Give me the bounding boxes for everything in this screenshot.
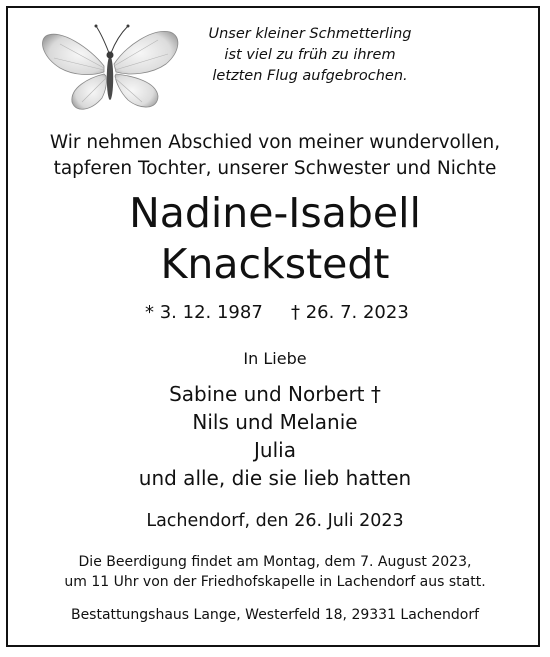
mourners-list <box>0 380 550 492</box>
funeral-line-1: Die Beerdigung findet am Montag, dem 7. August 2023, <box>78 554 472 570</box>
verse-line-1: Unser kleiner Schmetterling <box>208 26 412 42</box>
last-name: Knackstedt <box>160 240 390 288</box>
verse-line-3: letzten Flug aufgebrochen. <box>212 68 408 84</box>
place-and-date: Lachendorf, den 26. Juli 2023 <box>146 511 404 531</box>
butterfly-icon <box>30 18 190 122</box>
mourner-line: und alle, die sie lieb hatten <box>138 466 412 490</box>
intro-line-2: tapferen Tochter, unserer Schwester und Nichte <box>53 158 497 179</box>
first-name: Nadine-Isabell <box>129 189 421 237</box>
undertaker-address: Bestattungshaus Lange, Westerfeld 18, 29331 Lachendorf <box>70 607 480 623</box>
funeral-notice <box>0 552 550 592</box>
in-liebe-label: In Liebe <box>243 349 307 368</box>
death-date: † 26. 7. 2023 <box>291 302 409 323</box>
mourner-line: Sabine und Norbert † <box>169 382 381 406</box>
verse-line-2: ist viel zu früh zu ihrem <box>224 47 396 63</box>
mourner-line: Julia <box>254 438 296 462</box>
birth-date: * 3. 12. 1987 <box>145 302 263 323</box>
intro-line-1: Wir nehmen Abschied von meiner wundervollen, <box>49 132 501 153</box>
deceased-name <box>0 188 550 290</box>
mourner-line: Nils und Melanie <box>192 410 358 434</box>
intro-text <box>0 130 550 182</box>
verse <box>190 24 430 87</box>
funeral-line-2: um 11 Uhr von der Friedhofskapelle in Lachendorf aus statt. <box>64 574 486 590</box>
